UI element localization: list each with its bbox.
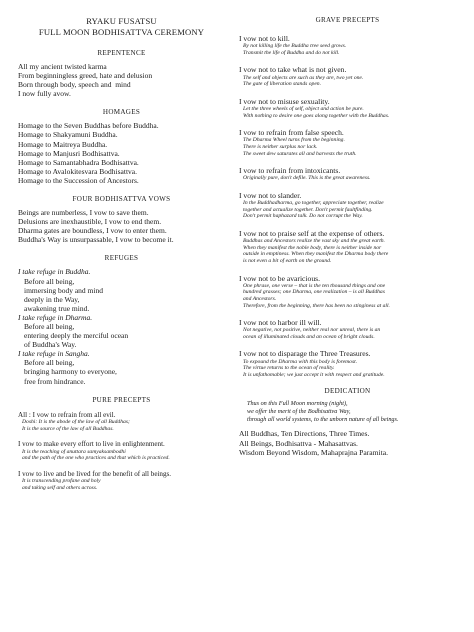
grave-precept-gloss: Buddhas and Ancestors realize the vast sky and the great earth. [243,238,385,245]
dedication-line: Thus on this Full Moon morning (night), [247,400,348,408]
homages-line: Homage to the Succession of Ancestors. [18,175,139,185]
grave-precept-gloss: hundred grasses; one Dharma, one realization – is all Buddhas [243,289,385,296]
grave-precept-vow: I vow not to be avaricious. [239,273,320,283]
right-column [239,16,456,622]
repentence-section [18,62,225,98]
grave-precept-vow: I vow to refrain from intoxicants. [239,166,341,176]
homages-heading: HOMAGES [102,108,141,117]
repentence-line: I now fully avow. [18,89,71,99]
closing-line: All Buddhas, Ten Directions, Three Times. [239,429,370,439]
grave-precept-vow: I vow not to praise self at the expense of others. [239,228,385,238]
refuge-line: awakening true mind. [24,303,90,313]
dedication-line: through all world systems, to the unborn nature of all beings. [247,415,399,423]
grave-precept-gloss: There is neither surplus nor lack. [243,143,318,150]
refuge-line: of Buddha's Way. [24,340,77,350]
grave-precept-gloss: Not negative, not positive, neither real nor unreal, there is an [243,327,381,334]
dedication-line: we offer the merit of the Bodhisattva Way, [247,408,351,416]
pure-precept-gloss: and taking self and others across. [22,484,98,491]
dedication-section [239,400,456,423]
homages-line: Homage to Maitreya Buddha. [18,139,108,149]
pure-precept-gloss: Doshi: It is the abode of the law of all Buddhas; [22,419,130,426]
grave-precept-vow: I vow not to slander. [239,190,302,200]
grave-precept-gloss: outside in emptiness. When they manifest the Dharma body there [243,251,389,258]
four-vows-line: Dharma gates are boundless, I vow to enter them. [18,226,167,236]
pure-precept-gloss: It is the teaching of anuttara samyaksambodhi [22,448,126,455]
refuge-line: Before all being, [24,321,75,331]
grave-precept-gloss: Let the three wheels of self, object and action be pure. [243,105,364,112]
grave-precept-gloss: The gate of liberation stands open. [243,81,321,88]
left-column [18,16,225,622]
grave-precept-vow: I vow not to misuse sexuality. [239,96,330,106]
refuge-line: bringing harmony to everyone, [24,367,117,377]
homages-section [18,121,225,185]
pure-precepts-section [18,409,225,492]
grave-precept-gloss: Don't permit haphazard talk. Do not corrupt the Way. [243,213,363,220]
grave-precept-gloss: The Dharma Wheel turns from the beginning. [243,137,345,144]
repentence-line: From beginningless greed, hate and delusion [18,71,153,81]
pure-precept-vow: I vow to make every effort to live in enlightenment. [18,440,165,449]
homages-line: Homage to the Seven Buddhas before Buddha. [18,121,159,131]
pure-precept-gloss: and the path of the one who practices and that which is practiced. [22,455,170,462]
refuges-heading: REFUGES [104,254,139,263]
grave-precept-vow: I vow not to harbor ill will. [239,318,322,328]
pure-precepts-heading: PURE PRECEPTS [92,395,151,404]
grave-precept-gloss: together and actualize together. Don't permit faultfinding. [243,206,373,213]
grave-precept-gloss: When they manifest the noble body, there is neither inside nor [243,244,382,251]
pure-precept-vow: I vow to live and be lived for the benefit of all beings. [18,469,172,478]
four-vows-line: Beings are numberless, I vow to save them. [18,208,149,218]
grave-precept-gloss: The sweet dew saturates all and harvests the truth. [243,150,357,157]
refuge-line: deeply in the Way, [24,294,80,304]
grave-precept-gloss: In the Buddhadharma, go together, appreciate together, realize [243,200,384,207]
closing-line: Wisdom Beyond Wisdom, Mahaprajna Paramita. [239,448,388,458]
refuge-line: entering deeply the merciful ocean [24,331,129,341]
grave-precepts-section [239,28,456,378]
closing-line: All Beings, Bodhisattva - Mahasattvas. [239,438,358,448]
repentence-line: All my ancient twisted karma [18,62,107,71]
grave-precept-gloss: With nothing to desire one goes along together with the Buddhas. [243,112,390,119]
grave-precept-gloss: By not killing life the Buddha tree seed grows. [243,43,347,50]
refuge-line: I take refuge in Sangha. [18,349,90,359]
grave-precept-vow: I vow not to take what is not given. [239,65,347,75]
homages-line: Homage to Shakyamuni Buddha. [18,130,118,140]
pure-precept-gloss: It is the source of the law of all Buddhas. [22,425,114,432]
refuge-line: free from hindrance. [24,376,86,386]
grave-precept-vow: I vow not to kill. [239,34,290,43]
grave-precept-gloss: It is unfathomable; we just accept it with respect and gratitude. [243,371,385,378]
four-vows-line: Delusions are inexhaustible, I vow to end them. [18,217,162,227]
grave-precept-vow: I vow not to disparage the Three Treasures. [239,349,371,359]
refuge-line: I take refuge in Buddha. [18,267,91,277]
grave-precept-gloss: Transmit the life of Buddha and do not kill. [243,49,340,56]
homages-line: Homage to Samantabhadra Bodhisattva. [18,157,139,167]
title-line: RYAKU FUSATSU [86,16,157,26]
grave-precept-gloss: and Ancestors. [243,295,277,302]
pure-precept-gloss: It is transcending profane and holy [22,478,101,485]
pure-precept-vow: All : I vow to refrain from all evil. [18,410,116,419]
grave-precept-gloss: One phrase, one verse – that is the ten thousand things and one [243,282,386,289]
dedication-closing [239,429,456,458]
grave-precept-gloss: The virtue returns to the ocean of reality. [243,365,335,372]
refuge-line: immersing body and mind [24,285,103,295]
grave-precept-vow: I vow to refrain from false speech. [239,128,344,138]
title-line: FULL MOON BODHISATTVA CEREMONY [38,26,205,37]
grave-precept-gloss: ocean of illuminated clouds and an ocean of bright clouds. [243,333,375,340]
refuge-line: Before all being, [24,276,75,286]
grave-precept-gloss: is not even a bit of earth on the ground. [243,257,332,264]
grave-precept-gloss: Therefore, from the beginning, there has been no stinginess at all. [243,302,390,309]
four-vows-heading: FOUR BODHISATTVA VOWS [72,195,171,204]
refuge-line: Before all being, [24,358,75,368]
four-vows-section [18,208,225,244]
dedication-heading: DEDICATION [324,387,371,396]
repentence-line: Born through body, speech and mind [18,80,131,90]
grave-precepts-heading: GRAVE PRECEPTS [315,16,380,24]
homages-line: Homage to Manjusri Bodhisattva. [18,148,120,158]
grave-precept-gloss: The self and objects are such as they are, two yet one. [243,74,364,81]
page-title [18,16,225,37]
four-vows-line: Buddha's Way is unsurpassable, I vow to become it. [18,235,174,245]
homages-line: Homage to Avalokitesvara Bodhisattva. [18,166,138,176]
refuges-section [18,267,225,385]
grave-precept-gloss: To expound the Dharma with this body is foremost. [243,358,358,365]
repentence-heading: REPENTENCE [97,49,146,57]
grave-precept-gloss: Originally pure, don't defile. This is the great awareness. [243,175,371,182]
refuge-line: I take refuge in Dharma. [18,312,93,322]
